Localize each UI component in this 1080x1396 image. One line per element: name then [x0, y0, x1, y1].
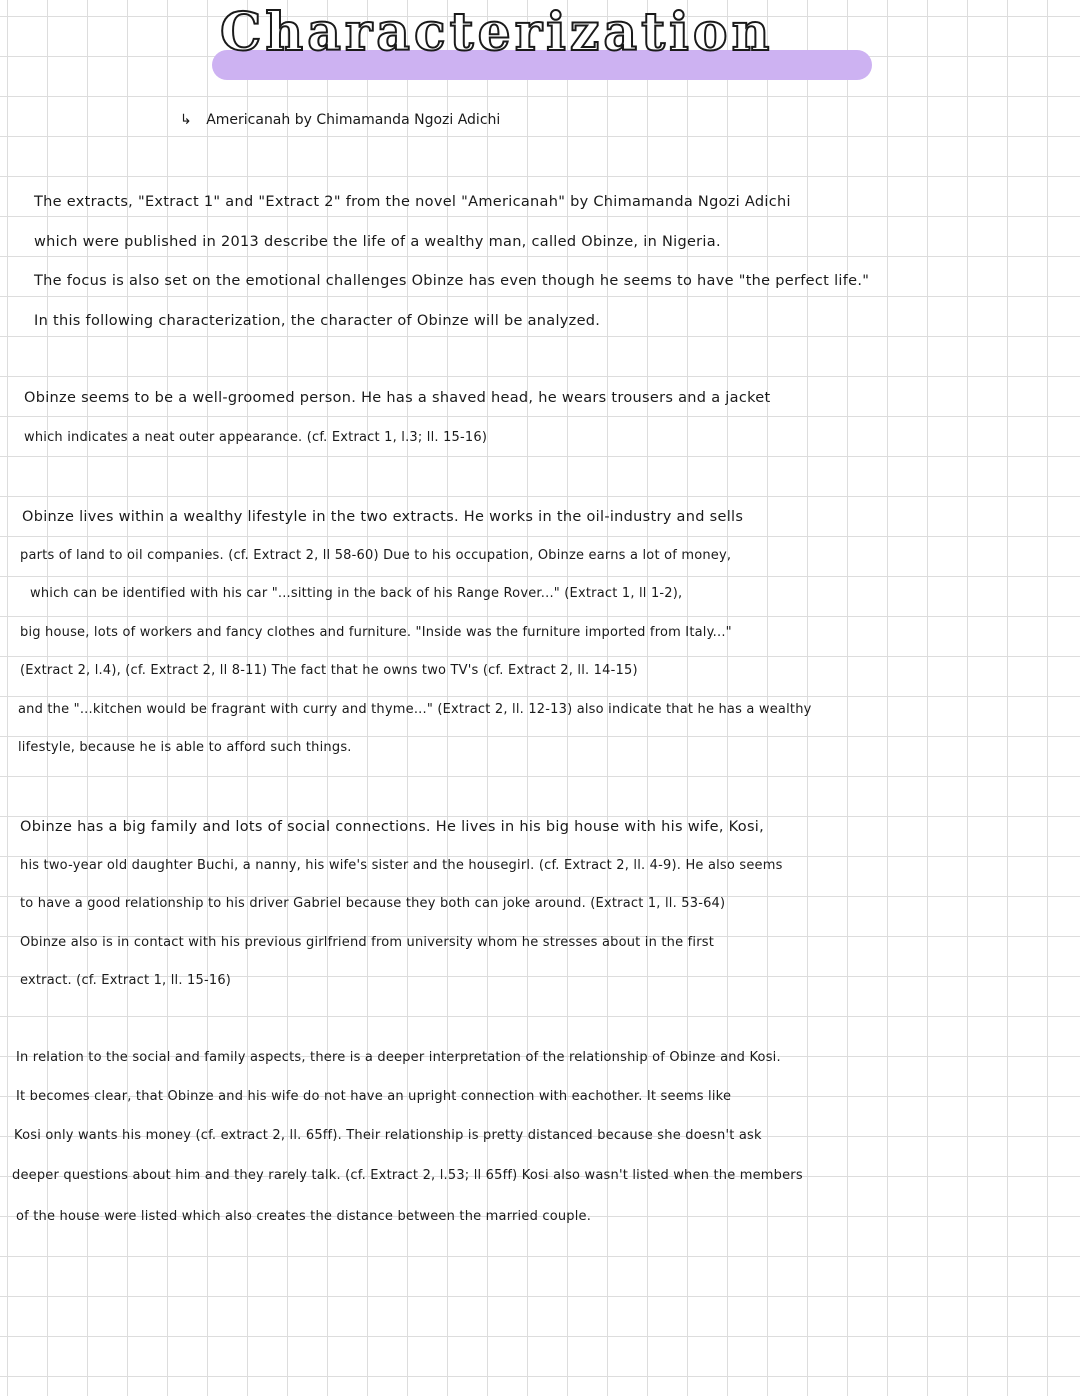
text-line: Obinze lives within a wealthy lifestyle in the two extracts. He works in the oil-industry and sells — [22, 509, 744, 525]
subtitle — [180, 112, 500, 128]
text-line: Kosi only wants his money (cf. extract 2, ll. 65ff). Their relationship is pretty distanced because she doesn't ask — [14, 1128, 762, 1143]
text-line: to have a good relationship to his driver Gabriel because they both can joke around. (Extract 1, ll. 53-64) — [20, 896, 726, 911]
text-line: deeper questions about him and they rarely talk. (cf. Extract 2, l.53; ll 65ff) Kosi also wasn't listed when the members — [12, 1168, 803, 1183]
text-line: It becomes clear, that Obinze and his wife do not have an upright connection with eachother. It seems like — [16, 1089, 732, 1104]
text-line: and the "...kitchen would be fragrant with curry and thyme..." (Extract 2, ll. 12-13) also indicate that he has a wealthy — [18, 702, 812, 717]
text-line: The focus is also set on the emotional challenges Obinze has even though he seems to have "the perfect life." — [34, 273, 870, 289]
text-line: Obinze has a big family and lots of social connections. He lives in his big house with his wife, Kosi, — [20, 819, 765, 835]
subtitle-text: Americanah by Chimamanda Ngozi Adichi — [206, 112, 501, 128]
text-line: of the house were listed which also creates the distance between the married couple. — [16, 1209, 592, 1224]
text-line: Obinze also is in contact with his previous girlfriend from university whom he stresses about in the first — [20, 935, 715, 950]
arrow-icon: ↳ — [180, 112, 192, 128]
text-line: which were published in 2013 describe the life of a wealthy man, called Obinze, in Nigeria. — [34, 234, 721, 250]
page-title: Characterization — [220, 2, 774, 63]
text-line: which can be identified with his car "...sitting in the back of his Range Rover..." (Extract 1, ll 1-2), — [30, 586, 683, 601]
text-line: The extracts, "Extract 1" and "Extract 2" from the novel "Americanah" by Chimamanda Ngozi Adichi — [34, 194, 791, 210]
text-line: In this following characterization, the character of Obinze will be analyzed. — [34, 313, 601, 329]
text-line: parts of land to oil companies. (cf. Extract 2, ll 58-60) Due to his occupation, Obinze earns a lot of money, — [20, 548, 732, 563]
text-line: In relation to the social and family aspects, there is a deeper interpretation of the relationship of Obinze and Kosi. — [16, 1050, 781, 1065]
title-block — [210, 0, 870, 92]
text-line: his two-year old daughter Buchi, a nanny, his wife's sister and the housegirl. (cf. Extract 2, ll. 4-9). He also seems — [20, 858, 783, 873]
text-line: extract. (cf. Extract 1, ll. 15-16) — [20, 973, 232, 988]
text-line: big house, lots of workers and fancy clothes and furniture. "Inside was the furniture imported from Italy..." — [20, 625, 732, 640]
text-line: Obinze seems to be a well-groomed person. He has a shaved head, he wears trousers and a jacket — [24, 390, 771, 406]
text-line: (Extract 2, l.4), (cf. Extract 2, ll 8-11) The fact that he owns two TV's (cf. Extract 2, ll. 14-15) — [20, 663, 638, 678]
text-line: lifestyle, because he is able to afford such things. — [18, 740, 352, 755]
text-line: which indicates a neat outer appearance. (cf. Extract 1, l.3; ll. 15-16) — [24, 430, 488, 445]
